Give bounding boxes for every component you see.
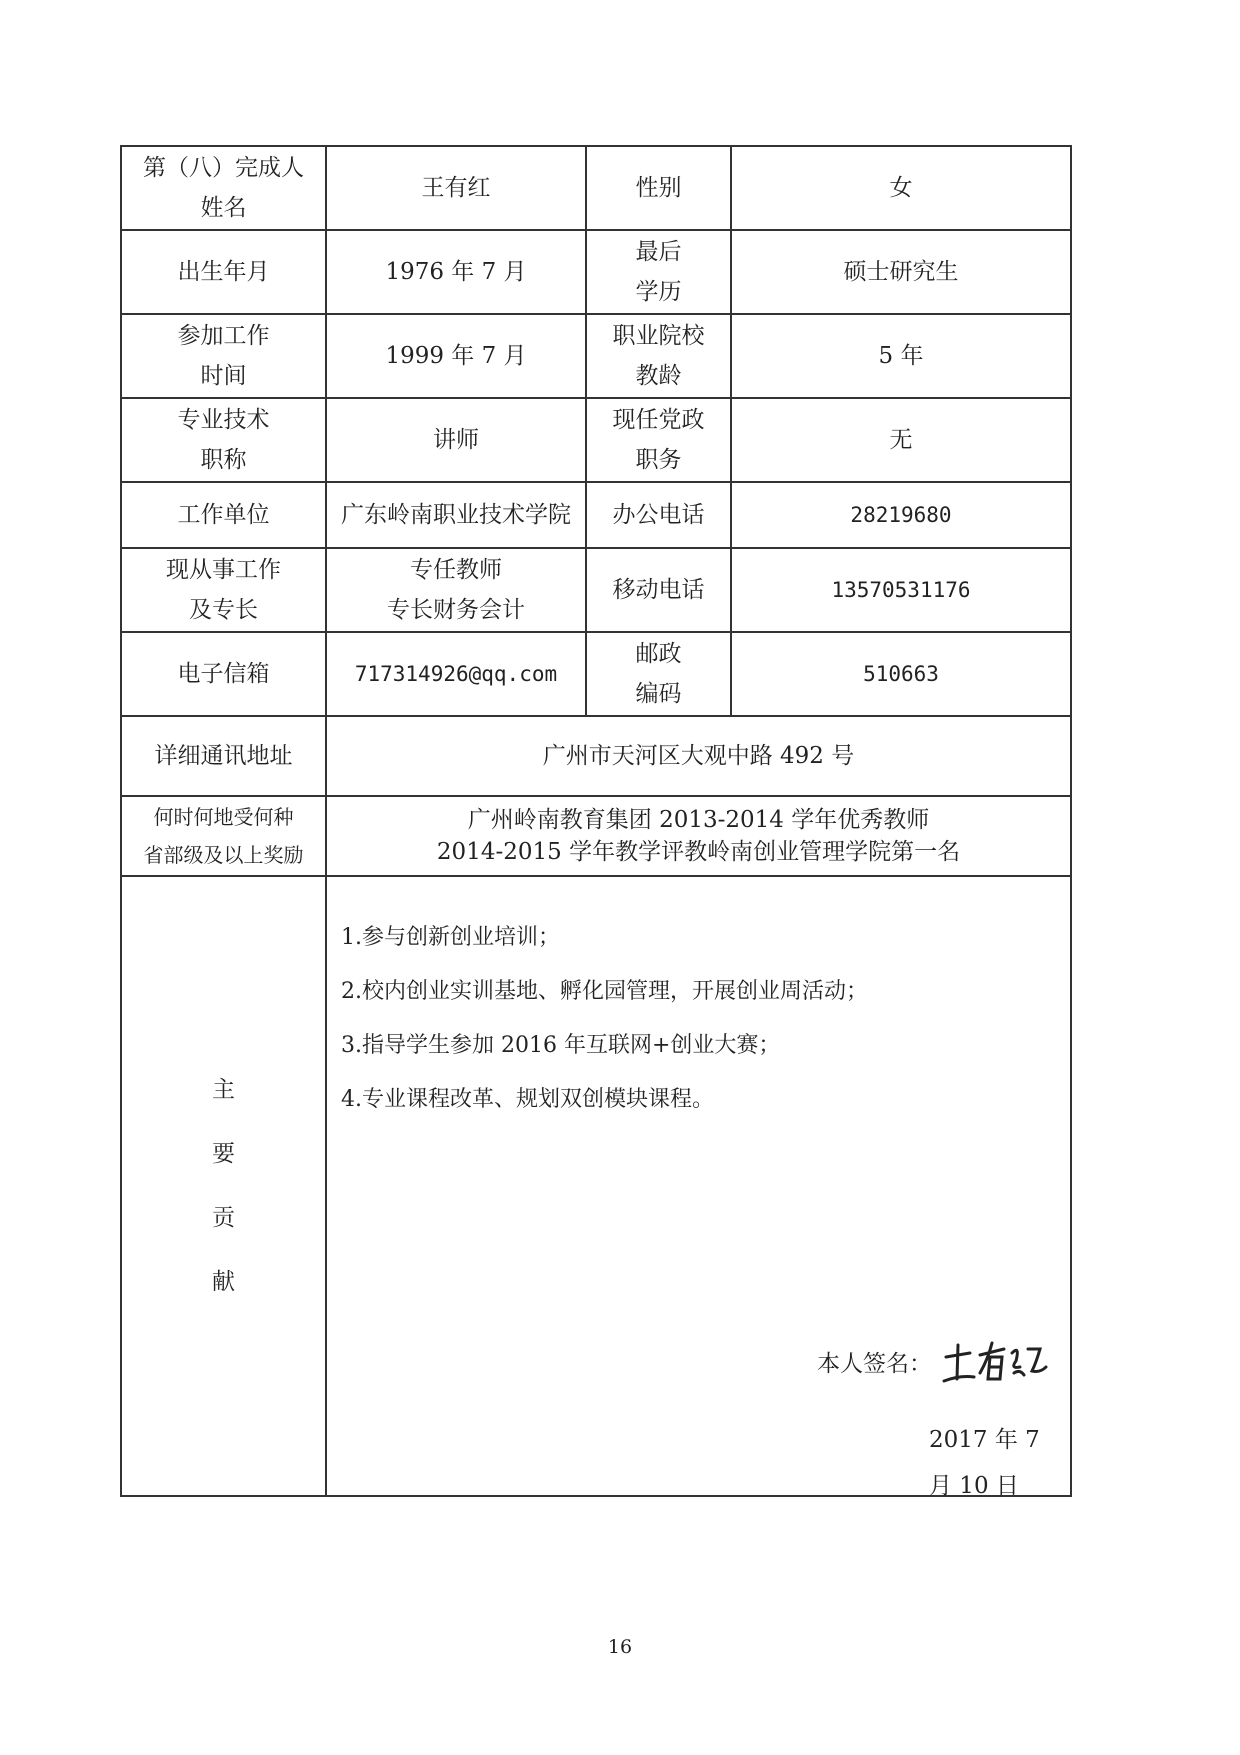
value-office-phone: 28219680 — [731, 482, 1071, 548]
label-education: 最后 学历 — [586, 230, 731, 314]
contrib-char: 主 — [212, 1077, 235, 1103]
table-row — [121, 482, 1071, 548]
value-postcode: 510663 — [731, 632, 1071, 716]
label-awards: 何时何地受何种 省部级及以上奖励 — [121, 796, 326, 876]
table-row — [121, 548, 1071, 632]
value-birth: 1976 年 7 月 — [326, 230, 586, 314]
value-name: 王有红 — [326, 146, 586, 230]
handwritten-signature — [940, 1339, 1050, 1389]
contrib-char: 献 — [212, 1269, 235, 1295]
list-item: 1.参与创新创业培训； — [341, 925, 560, 950]
contrib-char: 贡 — [212, 1205, 235, 1231]
page-number: 16 — [607, 1636, 633, 1658]
label-party-post: 现任党政 职务 — [586, 398, 731, 482]
signature-row — [817, 1339, 1050, 1389]
value-employer: 广东岭南职业技术学院 — [326, 482, 586, 548]
label-birth: 出生年月 — [121, 230, 326, 314]
value-awards: 广州岭南教育集团 2013-2014 学年优秀教师 2014-2015 学年教学评教岭南创业管理学院第一名 — [326, 796, 1071, 876]
value-address: 广州市天河区大观中路 492 号 — [326, 716, 1071, 796]
label-email: 电子信箱 — [121, 632, 326, 716]
label-work-start: 参加工作 时间 — [121, 314, 326, 398]
table-row — [121, 716, 1071, 796]
value-title: 讲师 — [326, 398, 586, 482]
value-work-start: 1999 年 7 月 — [326, 314, 586, 398]
label-employer: 工作单位 — [121, 482, 326, 548]
table-row — [121, 876, 1071, 1496]
table-row — [121, 398, 1071, 482]
contrib-char: 要 — [212, 1141, 235, 1167]
value-education: 硕士研究生 — [731, 230, 1071, 314]
label-gender: 性别 — [586, 146, 731, 230]
contributions-list — [327, 877, 1070, 1127]
value-specialty: 专任教师 专长财务会计 — [326, 548, 586, 632]
label-address: 详细通讯地址 — [121, 716, 326, 796]
value-gender: 女 — [731, 146, 1071, 230]
value-mobile: 13570531176 — [731, 548, 1071, 632]
list-item: 4.专业课程改革、规划双创模块课程。 — [341, 1087, 714, 1112]
label-teaching-years: 职业院校 教龄 — [586, 314, 731, 398]
label-name: 第（八）完成人 姓名 — [121, 146, 326, 230]
info-form-table — [120, 145, 1072, 1497]
sign-date: 2017 年 7 月 10 日 — [929, 1427, 1040, 1499]
table-row — [121, 146, 1071, 230]
label-specialty: 现从事工作 及专长 — [121, 548, 326, 632]
table-row — [121, 230, 1071, 314]
label-postcode: 邮政 编码 — [586, 632, 731, 716]
value-email: 717314926@qq.com — [326, 632, 586, 716]
label-office-phone: 办公电话 — [586, 482, 731, 548]
list-item: 2.校内创业实训基地、孵化园管理，开展创业周活动； — [341, 979, 868, 1004]
value-teaching-years: 5 年 — [731, 314, 1071, 398]
contributions-cell — [326, 876, 1071, 1499]
label-contributions — [121, 876, 326, 1496]
table-row — [121, 796, 1071, 876]
value-party-post: 无 — [731, 398, 1071, 482]
signature-label: 本人签名： — [817, 1351, 932, 1377]
table-row — [121, 314, 1071, 398]
label-title: 专业技术 职称 — [121, 398, 326, 482]
label-mobile: 移动电话 — [586, 548, 731, 632]
list-item: 3.指导学生参加 2016 年互联网+创业大赛； — [341, 1033, 781, 1058]
table-row — [121, 632, 1071, 716]
